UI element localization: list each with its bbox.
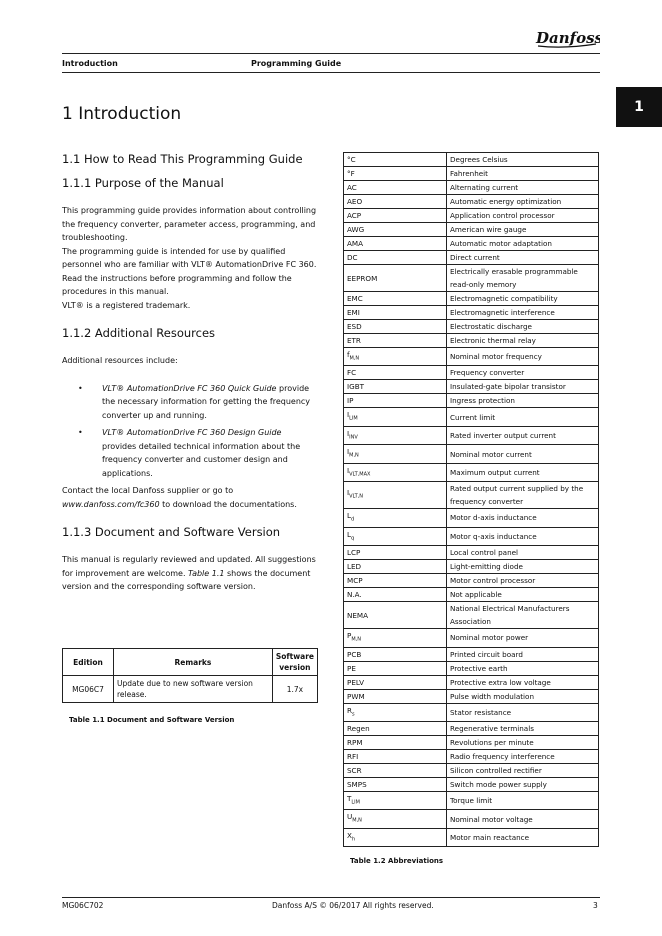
footer-rule (62, 897, 600, 898)
subsection-purpose: 1.1.1 Purpose of the Manual (62, 176, 224, 190)
purpose-para-2: The programming guide is intended for use by qualified personnel who are familiar with VLT® AutomationDrive FC 360. (62, 246, 317, 269)
abbreviation-cell: PE (344, 661, 447, 675)
resource-title: VLT® AutomationDrive FC 360 Quick Guide (102, 383, 277, 393)
abbreviation-cell: LCP (344, 546, 447, 560)
meaning-cell: Local control panel (447, 546, 599, 560)
table-row (344, 209, 599, 223)
resources-list (62, 382, 318, 481)
header-section: Introduction (62, 59, 118, 68)
abbreviation-cell: IGBT (344, 380, 447, 394)
abbreviation-cell: $I_{INV}$ (344, 426, 447, 444)
table-row (344, 223, 599, 237)
meaning-cell: Rated output current supplied by the frequency converter (447, 482, 599, 509)
list-item: • VLT® AutomationDrive FC 360 Design Guide provides detailed technical information about the frequency converter and customer design and applications. (78, 428, 301, 478)
table-row (344, 426, 599, 444)
abbreviation-cell: AC (344, 181, 447, 195)
abbreviation-cell: °F (344, 167, 447, 181)
meaning-cell: Silicon controlled rectifier (447, 763, 599, 777)
meaning-cell: Nominal motor frequency (447, 348, 599, 366)
resources-intro: Additional resources include: (62, 356, 178, 365)
abbreviation-cell: $L_d$ (344, 509, 447, 527)
table-row (344, 265, 599, 292)
table-1-caption: Table 1.1 Document and Software Version (69, 716, 235, 724)
footer-page-number: 3 (593, 901, 598, 910)
meaning-cell: Electromagnetic compatibility (447, 292, 599, 306)
purpose-para-1: This programming guide provides information about controlling the frequency converter, parameter access, programming, and troubleshooting. (62, 206, 317, 242)
meaning-cell: Motor control processor (447, 574, 599, 588)
table-header: Software version (272, 649, 317, 676)
abbreviation-cell: EMC (344, 292, 447, 306)
table-row (344, 527, 599, 545)
meaning-cell: Application control processor (447, 209, 599, 223)
table-row (344, 509, 599, 527)
table-row (344, 629, 599, 647)
meaning-cell: Insulated-gate bipolar transistor (447, 380, 599, 394)
footer-copyright: Danfoss A/S © 06/2017 All rights reserved. (272, 901, 434, 910)
list-item: • VLT® AutomationDrive FC 360 Quick Guide provide the necessary information for getting the frequency converter up and running. (78, 383, 311, 420)
meaning-cell: Regenerative terminals (447, 721, 599, 735)
logo-wordmark: Danfoss (536, 29, 600, 47)
abbreviation-cell: $P_{M,N}$ (344, 629, 447, 647)
meaning-cell: Automatic energy optimization (447, 195, 599, 209)
table-row (344, 647, 599, 661)
table-row: MG06C7 Update due to new software version release. 1.7x (63, 676, 318, 703)
meaning-cell: Protective earth (447, 661, 599, 675)
table-row (344, 181, 599, 195)
meaning-cell: Direct current (447, 251, 599, 265)
table-ref-link[interactable]: Table 1.1 (188, 568, 225, 578)
abbreviation-cell: DC (344, 251, 447, 265)
abbreviation-cell: ACP (344, 209, 447, 223)
table-row (344, 153, 599, 167)
table-row (344, 574, 599, 588)
table-row (344, 348, 599, 366)
table-row (344, 320, 599, 334)
meaning-cell: Electronic thermal relay (447, 334, 599, 348)
meaning-cell: Radio frequency interference (447, 749, 599, 763)
danfoss-logo (534, 24, 600, 50)
footer-doc-id: MG06C702 (62, 901, 104, 910)
table-row (344, 763, 599, 777)
table-row (344, 721, 599, 735)
table-row (344, 366, 599, 380)
abbreviation-cell: $I_{M,N}$ (344, 445, 447, 463)
abbreviation-cell: PCB (344, 647, 447, 661)
chapter-tab: 1 (616, 87, 662, 127)
meaning-cell: Rated inverter output current (447, 426, 599, 444)
abbreviation-cell: AEO (344, 195, 447, 209)
contact-para: Contact the local Danfoss supplier or go to www.danfoss.com/fc360 to download the documentations. (62, 486, 297, 509)
abbreviation-cell: RPM (344, 735, 447, 749)
table-row (344, 828, 599, 846)
abbreviation-cell: FC (344, 366, 447, 380)
abbreviation-cell: N.A. (344, 588, 447, 602)
meaning-cell: Protective extra low voltage (447, 675, 599, 689)
table-row (344, 167, 599, 181)
table-row (344, 306, 599, 320)
abbreviation-cell: °C (344, 153, 447, 167)
meaning-cell: Light-emitting diode (447, 560, 599, 574)
left-column (62, 152, 318, 594)
purpose-para-3: Read the instructions before programming and follow the procedures in this manual. (62, 273, 292, 296)
meaning-cell: Automatic motor adaptation (447, 237, 599, 251)
abbreviation-cell: $X_h$ (344, 828, 447, 846)
meaning-cell: Nominal motor voltage (447, 810, 599, 828)
meaning-cell: Electrostatic discharge (447, 320, 599, 334)
meaning-cell: Electrically erasable programmable read-only memory (447, 265, 599, 292)
meaning-cell: Nominal motor power (447, 629, 599, 647)
page-title: 1 Introduction (62, 104, 182, 124)
meaning-cell: Motor q-axis inductance (447, 527, 599, 545)
meaning-cell: American wire gauge (447, 223, 599, 237)
header-rule-bottom (62, 72, 600, 73)
meaning-cell: Alternating current (447, 181, 599, 195)
abbreviation-cell: Regen (344, 721, 447, 735)
subsection-doc-version: 1.1.3 Document and Software Version (62, 525, 281, 539)
meaning-cell: Fahrenheit (447, 167, 599, 181)
meaning-cell: Ingress protection (447, 394, 599, 408)
website-link[interactable]: www.danfoss.com/fc360 (62, 499, 160, 509)
table-row (344, 546, 599, 560)
table-row (344, 791, 599, 809)
meaning-cell: Pulse width modulation (447, 689, 599, 703)
meaning-cell: Revolutions per minute (447, 735, 599, 749)
meaning-cell: Degrees Celsius (447, 153, 599, 167)
meaning-cell: Current limit (447, 408, 599, 426)
resource-title: VLT® AutomationDrive FC 360 Design Guide (102, 428, 282, 437)
abbreviation-cell: EEPROM (344, 265, 447, 292)
table-row (344, 675, 599, 689)
table-row (344, 810, 599, 828)
abbreviation-cell: ETR (344, 334, 447, 348)
abbreviation-cell: EMI (344, 306, 447, 320)
meaning-cell: Maximum output current (447, 463, 599, 481)
abbreviations-table (343, 152, 599, 847)
meaning-cell: Nominal motor current (447, 445, 599, 463)
table-row (344, 394, 599, 408)
abbreviation-cell: $I_{VLT,N}$ (344, 482, 447, 509)
table-row (344, 334, 599, 348)
table-row (344, 251, 599, 265)
abbreviation-cell: $U_{M,N}$ (344, 810, 447, 828)
abbreviation-cell: ESD (344, 320, 447, 334)
table-row (344, 380, 599, 394)
doc-version-para: This manual is regularly reviewed and updated. All suggestions for improvement are welcome. Table 1.1 shows the document version and the corresponding software version. (62, 555, 316, 591)
abbreviation-cell: $L_q$ (344, 527, 447, 545)
purpose-para-4: VLT® is a registered trademark. (62, 300, 191, 310)
table-row (344, 560, 599, 574)
abbreviation-cell: $f_{M,N}$ (344, 348, 447, 366)
abbreviation-cell: PELV (344, 675, 447, 689)
meaning-cell: Motor d-axis inductance (447, 509, 599, 527)
header-rule (62, 53, 600, 54)
table-row (344, 777, 599, 791)
abbreviation-cell: RFI (344, 749, 447, 763)
meaning-cell: Switch mode power supply (447, 777, 599, 791)
table-row (344, 602, 599, 629)
abbreviation-cell: $R_s$ (344, 703, 447, 721)
table-header: Edition (63, 649, 114, 676)
table-row (344, 588, 599, 602)
table-row (344, 661, 599, 675)
section-heading-1-1: 1.1 How to Read This Programming Guide (62, 152, 303, 166)
header-guide-title: Programming Guide (251, 59, 342, 68)
abbreviation-cell: AWG (344, 223, 447, 237)
abbreviation-cell: $I_{LIM}$ (344, 408, 447, 426)
table-row (344, 292, 599, 306)
table-row (344, 689, 599, 703)
table-row (344, 482, 599, 509)
meaning-cell: Stator resistance (447, 703, 599, 721)
abbreviation-cell: $I_{VLT,MAX}$ (344, 463, 447, 481)
table-row (344, 703, 599, 721)
table-row (344, 735, 599, 749)
meaning-cell: Frequency converter (447, 366, 599, 380)
abbreviation-cell: LED (344, 560, 447, 574)
abbreviation-cell: $T_{LIM}$ (344, 791, 447, 809)
meaning-cell: Not applicable (447, 588, 599, 602)
version-table (62, 648, 318, 703)
abbreviation-cell: NEMA (344, 602, 447, 629)
meaning-cell: Printed circuit board (447, 647, 599, 661)
abbreviation-cell: MCP (344, 574, 447, 588)
abbreviation-cell: IP (344, 394, 447, 408)
table-row (344, 445, 599, 463)
abbreviation-cell: AMA (344, 237, 447, 251)
meaning-cell: Electromagnetic interference (447, 306, 599, 320)
subsection-resources: 1.1.2 Additional Resources (62, 326, 216, 340)
meaning-cell: Motor main reactance (447, 828, 599, 846)
table-row (344, 237, 599, 251)
meaning-cell: Torque limit (447, 791, 599, 809)
meaning-cell: National Electrical Manufacturers Association (447, 602, 599, 629)
table-row (344, 408, 599, 426)
table-row (344, 195, 599, 209)
abbreviation-cell: SMPS (344, 777, 447, 791)
abbreviation-cell: SCR (344, 763, 447, 777)
abbreviation-cell: PWM (344, 689, 447, 703)
table-2-caption: Table 1.2 Abbreviations (350, 857, 444, 866)
table-header: Remarks (114, 649, 273, 676)
table-row (344, 463, 599, 481)
table-row (344, 749, 599, 763)
